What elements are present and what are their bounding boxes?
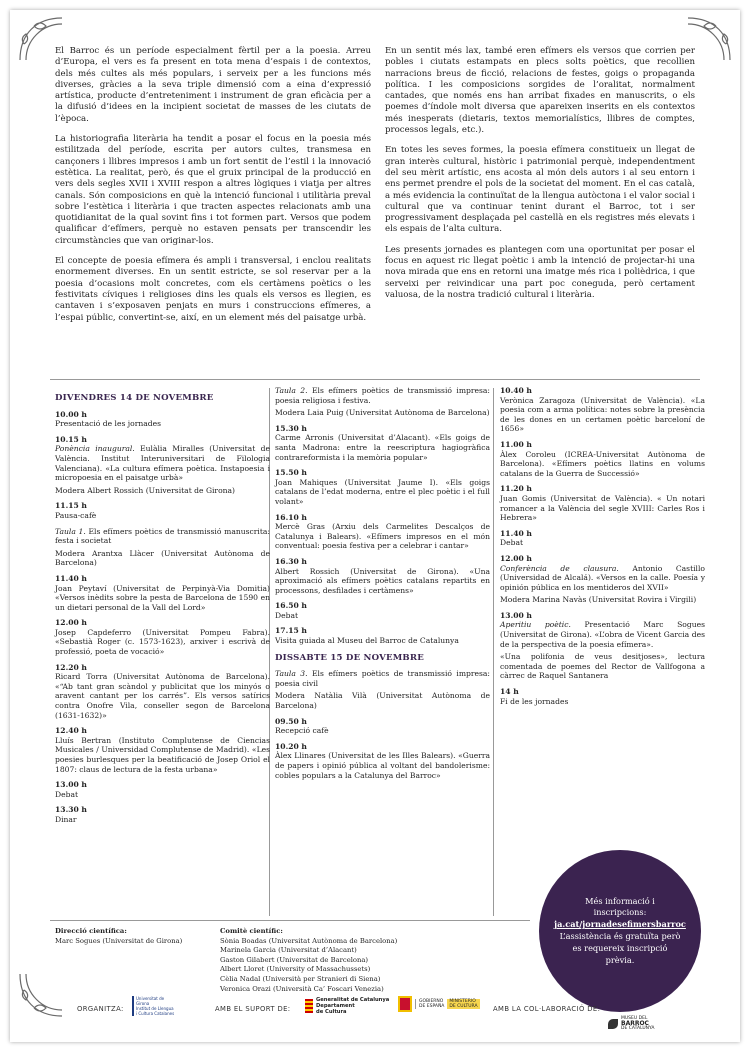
event-description: Pausa-cafè <box>55 510 97 520</box>
event-label: Ponència inaugural. <box>55 444 135 454</box>
info-line: L’assistència és gratuïta però <box>559 931 681 941</box>
intro-paragraph: Les presents jornades es plantegen com una oportunitat per posar el focus en aquest ric llegat poètic i amb la intenció de projectar-hi una nova mirada que ens en retorni una imatge més rica i polièdrica, i que serveixi per reivindicar una part poc coneguda, però certament valuosa, de la nostra tradició cultural i literària. <box>385 244 695 300</box>
event-description: Juan Gomis (Universitat de València). « Un notari romancer a la València del segle XVIII: Carles Ros i Hebrera» <box>500 493 705 523</box>
museum-mark-icon <box>608 1019 618 1029</box>
event-description: Debat <box>55 789 79 799</box>
intro-paragraph: En totes les seves formes, la poesia efímera constitueix un llegat de gran interès cultural, històric i patrimonial perquè, independentment del seu mèrit artístic, ens acosta al món dels autors i al seu entorn i ens permet prendre el pols de la societat del moment. En el cas català, a més evidencia la continuïtat de la llengua autòctona i el valor social i cultural que va continuar tenint durant el Barroc, tot i ser progressivament desplaçada pel castellà en els registres més elevats i els espais de l’alta cultura. <box>385 145 695 235</box>
day-heading: DISSABTE 15 DE NOVEMBRE <box>275 652 424 663</box>
schedule-item <box>275 669 490 710</box>
event-text <box>500 620 705 649</box>
schedule-item <box>55 435 270 496</box>
event-description: Lluís Bertran (Instituto Complutense de Ciencias Musicales / Universidad Complutense de Madrid). «Les poesies burlesques per la beatificació de Josep Oriol el 1807: claus de lectura de la festa urbana» <box>55 735 270 774</box>
event-time: 10.00 h <box>55 409 87 419</box>
event-time: 10.15 h <box>55 434 87 444</box>
event-description: Modera Natàlia Vilà (Universitat Autònoma de Barcelona) <box>275 691 490 711</box>
event-text <box>275 726 490 736</box>
event-text <box>55 486 270 496</box>
event-description: Modera Albert Rossich (Universitat de Girona) <box>55 485 236 495</box>
event-time: 11.20 h <box>500 484 532 494</box>
event-description: Joan Peytaví (Universitat de Perpinyà-Via Domitia) «Versos inèdits sobre la pesta de Barcelona de 1590 en un dietari personal de la Vall del Lord» <box>55 583 270 612</box>
event-text <box>500 564 705 593</box>
event-description: Recepció cafè <box>275 726 329 736</box>
event-list <box>275 386 490 646</box>
coat-of-arms-icon <box>398 996 412 1012</box>
schedule-item <box>500 529 705 548</box>
event-description: Els efímers poètics de transmissió impresa: poesia civil <box>275 669 490 688</box>
event-description: Eulàlia Miralles (Universitat de València. Institut Interuniversitari de Filologia Valenciana). «La cultura efímera poètica. Instapoesia i micropoesia en el paisatge urbà» <box>55 444 270 483</box>
event-description: Ricard Torra (Universitat Autònoma de Barcelona). «“Ab tant gran scàndol y publicitat que los minyós o aravent cantant per los carrés”. Els versos satírics contra Onofre Vila, conseller segon de Barcelona (1631-1632)» <box>55 672 270 720</box>
event-description: Modera Arantxa Llàcer (Universitat Autònoma de Barcelona) <box>55 548 270 568</box>
schedule-item <box>500 386 705 434</box>
organizer-label: ORGANITZA: <box>77 1005 124 1013</box>
event-description: Josep Capdeferro (Universitat Pompeu Fabra). «Sebastià Roger (c. 1573-1623), arxiver i escrivà de professió, poeta de vocació» <box>55 627 270 657</box>
event-time: 13.00 h <box>55 780 87 790</box>
event-text <box>55 672 270 720</box>
event-time: 11.00 h <box>500 439 532 449</box>
udg-logo: Universitat de Girona Institut de Llengua i Cultura Catalanes <box>132 996 176 1016</box>
committee-member: Gaston Gilabert (Universitat de Barcelona) <box>220 955 369 964</box>
event-text <box>275 522 490 551</box>
event-description: Àlex Llinares (Universitat de les Illes Balears). «Guerra de papers i opinió pública al voltant del bandolerisme: cobles populars a la Catalunya del Barroc» <box>275 751 490 780</box>
schedule-column-2 <box>275 386 490 786</box>
event-label: Conferència de clausura. <box>500 563 619 573</box>
committee-member: Albert Lloret (University of Massachussets) <box>220 965 371 974</box>
event-list <box>55 410 270 825</box>
schedule-item <box>275 742 490 780</box>
event-time: 11.40 h <box>500 528 532 538</box>
event-time: 09.50 h <box>275 716 307 726</box>
event-description: Mercè Gras (Arxiu dels Carmelites Descalços de Catalunya i Balears). «Efímers impresos en el món conventual: poesia festiva per a celebrar i cantar» <box>275 522 490 551</box>
event-description: Dinar <box>55 814 77 824</box>
event-description: Presentació Marc Sogues (Universitat de Girona). «L’obra de Vicent Garcia des de la perspectiva de la poesia efímera». <box>500 620 705 649</box>
event-text <box>275 751 490 780</box>
schedule-item <box>55 780 270 799</box>
event-text <box>500 595 705 605</box>
event-text <box>275 567 490 596</box>
day-heading: DIVENDRES 14 DE NOVEMBRE <box>55 393 214 403</box>
schedule-item <box>275 557 490 595</box>
committee-member: Marinela Garcia (Universitat d’Alacant) <box>220 946 357 955</box>
committee-title: Comitè científic: <box>220 927 283 935</box>
committee-member: Veronica Orazi (Università Ca’ Foscari Venezia) <box>220 984 384 993</box>
event-description: Els efímers poètics de transmissió manuscrita: festa i societat <box>55 526 270 546</box>
intro-right-column <box>385 46 695 310</box>
scientific-committee <box>220 927 397 994</box>
divider <box>50 379 700 380</box>
event-label: Taula 3. <box>275 669 308 679</box>
event-description: Debat <box>500 538 524 548</box>
event-description: Debat <box>275 610 299 620</box>
schedule-item <box>500 687 705 706</box>
event-time: 15.50 h <box>275 468 307 478</box>
event-description: Àlex Coroleu (ICREA-Universitat Autònoma de Barcelona). «Efímers poètics llatins en volums catalans de la Guerra de Successió» <box>500 449 705 478</box>
schedule-item <box>55 574 270 612</box>
info-circle <box>539 850 701 1012</box>
schedule-item <box>500 554 705 605</box>
event-time: 10.20 h <box>275 741 307 751</box>
intro-paragraph: En un sentit més lax, també eren efímers els versos que corrien per pobles i ciutats estampats en plecs solts poètics, que recollien narracions breus de ficció, relacions de festes, goigs o propaganda política. I les composicions sorgides de l’oralitat, normalment cantades, que només ens han arribat fixades en manuscrits, o els poemes d’índole molt diversa que apareixen inserits en els contextos més inesperats (dietaris, textos memorialístics, llibres de comptes, processos legals, etc.). <box>385 46 695 136</box>
event-description: Antonio Castillo (Universidad de Alcalá). «Versos en la calle. Poesía y opinión pública en los mentideros del XVII» <box>500 563 705 592</box>
event-text <box>275 691 490 710</box>
event-description: Modera Laia Puig (Universitat Autònoma de Barcelona) <box>275 408 490 418</box>
schedule-item <box>275 468 490 506</box>
schedule-item <box>275 424 490 462</box>
generalitat-logo: Generalitat de Catalunya Departament de Cultura <box>305 997 389 1015</box>
event-description: Visita guiada al Museu del Barroc de Catalunya <box>275 636 459 646</box>
collaboration-label: AMB LA COL·LABORACIÓ DE: <box>493 1005 601 1013</box>
info-line: inscripcions: <box>593 907 647 918</box>
info-line: prèvia. <box>605 954 635 965</box>
schedule-item <box>275 626 490 645</box>
event-description: «Una polifonia de veus desitjoses», lectura comentada de poemes del Rector de Vallfogona a càrrec de Raquel Santanera <box>500 652 705 681</box>
event-description: Verònica Zaragoza (Universitat de València). «La poesia com a arma política: notes sobre la presència de les dones en un certamen poètic barceloní de 1656» <box>500 395 705 434</box>
schedule-column-3 <box>500 386 705 712</box>
gobierno-logo: GOBIERNO DE ESPAÑA MINISTERIO DE CULTURA <box>398 996 480 1012</box>
divider <box>50 920 530 921</box>
program-page <box>10 10 740 1042</box>
event-text <box>275 386 490 405</box>
intro-paragraph: El Barroc és un període especialment fèrtil per a la poesia. Arreu d’Europa, el vers es fa present en tota mena d’espais i de contextos, dels més cultes als més populars, i serveix per a les funcions més diverses, gràcies a la seva triple dimensió com a eina d’expressió artística, producte d’entreteniment i instrument de gran eficàcia per a la difusió d’idees en la incipient societat de masses de les ciutats de l’època. <box>55 46 371 124</box>
event-time: 15.30 h <box>275 423 307 433</box>
event-time: 12.40 h <box>55 726 87 736</box>
event-label: Aperitiu poètic. <box>500 620 571 630</box>
event-text <box>275 636 490 646</box>
event-text <box>55 736 270 774</box>
event-text <box>275 433 490 462</box>
event-list <box>500 386 705 706</box>
info-line: es requereix inscripció <box>572 942 668 953</box>
event-time: 12.00 h <box>500 553 532 563</box>
schedule-item <box>275 386 490 418</box>
event-time: 11.15 h <box>55 501 87 511</box>
event-text <box>275 669 490 688</box>
event-time: 16.50 h <box>275 601 307 611</box>
schedule-item <box>55 618 270 656</box>
event-text <box>55 584 270 613</box>
committee-member: Cèlia Nadal (Università per Stranieri di Siena) <box>220 974 381 983</box>
intro-paragraph: El concepte de poesia efímera és ampli i transversal, i enclou realitats enormement diverses. En un sentit estricte, se sol reservar per a la poesia d’ocasions molt concretes, com els certàmens poètics o les festivitats cíviques i religioses dins les quals els versos es llegien, es cantaven i s’exposaven penjats en murs i construccions efímeres, a l’espai públic, convertint-se, així, en un element més del paisatge urbà. <box>55 256 371 323</box>
event-description: Modera Marina Navàs (Universitat Rovira i Virgili) <box>500 595 697 605</box>
schedule-column-1 <box>55 386 270 831</box>
schedule-item <box>500 611 705 681</box>
event-text <box>55 527 270 546</box>
event-text <box>55 419 270 429</box>
intro-paragraph: La historiografia literària ha tendit a posar el focus en la poesia més estilitzada del període, escrita per autors cultes, transmesa en cançoners i llibres impresos i amb un fort sentit de l’estil i la innovació estètica. La realitat, però, és que el gruix principal de la producció en vers dels segles XVII i XVIII respon a altres lògiques i viatja per altres canals. Són composicions en què la intenció funcional i utilitària preval sobre l’estètica i literària i que tracten aspectes relacionats amb una quotidianitat de la qual sovint fins i tot formen part. Versos que podem qualificar d’efímers, perquè no estaven pensats per transcendir les circumstàncies que van originar-los. <box>55 134 371 246</box>
event-description: Els efímers poètics de transmissió impresa: poesia religiosa i festiva. <box>275 386 490 405</box>
event-text <box>500 697 705 707</box>
event-text <box>500 450 705 479</box>
schedule-item <box>55 805 270 824</box>
event-description: Fi de les jornades <box>500 696 569 706</box>
event-text <box>55 790 270 800</box>
event-text <box>55 444 270 482</box>
event-list <box>275 669 490 780</box>
event-description: Joan Mahiques (Universitat Jaume I). «Els goigs catalans de l’edat moderna, entre el plec poètic i el full volant» <box>275 477 490 506</box>
schedule-item <box>55 726 270 774</box>
registration-link[interactable]: ja.cat/jornadesefimersbarroc <box>554 919 686 930</box>
event-time: 16.10 h <box>275 512 307 522</box>
schedule-item <box>500 484 705 522</box>
event-text <box>500 538 705 548</box>
event-time: 12.00 h <box>55 618 87 628</box>
event-text <box>500 652 705 681</box>
event-label: Taula 2. <box>275 386 308 395</box>
event-text <box>55 511 270 521</box>
support-label: AMB EL SUPORT DE: <box>215 1005 291 1013</box>
museu-barroc-logo: MUSEU DEL BARROC DE CATALUNYA <box>608 1016 655 1031</box>
direction-name: Marc Sogues (Universitat de Girona) <box>55 936 183 945</box>
event-text <box>275 408 490 418</box>
event-description: Carme Arronis (Universitat d’Alacant). «Els goigs de santa Madrona: entre la reescriptura hagiogràfica contrareformista i la memòria popular» <box>275 433 490 462</box>
event-label: Taula 1. <box>55 526 86 536</box>
event-text <box>55 549 270 568</box>
event-time: 14 h <box>500 687 519 697</box>
schedule-item <box>55 527 270 568</box>
direction-title: Direcció científica: <box>55 927 127 935</box>
event-time: 11.40 h <box>55 573 87 583</box>
event-text <box>275 478 490 507</box>
schedule-item <box>275 717 490 736</box>
event-time: 13.30 h <box>55 805 87 815</box>
info-line: Més informació i <box>585 895 655 906</box>
scientific-direction <box>55 927 182 946</box>
schedule-item <box>55 501 270 520</box>
generalitat-mark-icon <box>305 999 313 1013</box>
event-time: 10.40 h <box>500 386 532 395</box>
schedule-item <box>275 601 490 620</box>
schedule-item <box>55 410 270 429</box>
intro-left-column <box>55 46 371 333</box>
event-time: 17.15 h <box>275 626 307 636</box>
event-text <box>500 494 705 523</box>
column-divider <box>493 388 494 916</box>
schedule-item <box>500 440 705 478</box>
schedule-item <box>55 663 270 721</box>
event-description: Albert Rossich (Universitat de Girona). «Una aproximació als efímers poètics catalans repartits en processons, desfilades i certàmens» <box>275 566 490 595</box>
event-text <box>500 396 705 434</box>
schedule-item <box>275 513 490 551</box>
event-text <box>55 815 270 825</box>
committee-member: Sònia Boadas (Universitat Autònoma de Barcelona) <box>220 936 398 945</box>
event-time: 12.20 h <box>55 662 87 672</box>
event-text <box>275 611 490 621</box>
event-description: Presentació de les jornades <box>55 419 161 429</box>
ornament-corner-icon <box>16 970 66 1020</box>
event-text <box>55 628 270 657</box>
event-time: 13.00 h <box>500 610 532 620</box>
event-time: 16.30 h <box>275 556 307 566</box>
